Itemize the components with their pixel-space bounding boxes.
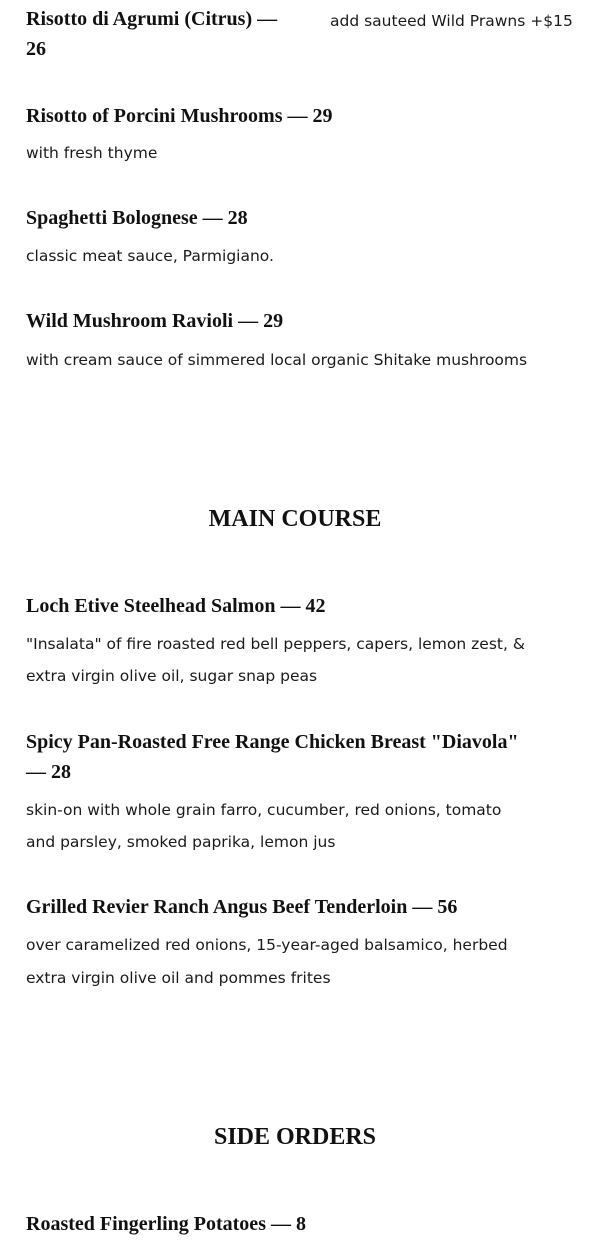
dish-description-line: skin-on with whole grain farro, cucumber, red onions, tomato — [26, 801, 502, 819]
dish-title: Loch Etive Steelhead Salmon — 42 — [26, 595, 326, 617]
dish-description-line: "Insalata" of fire roasted red bell peppers, capers, lemon zest, & — [26, 635, 525, 653]
dish-title: Roasted Fingerling Potatoes — 8 — [26, 1213, 306, 1235]
dish-description-line: and parsley, smoked paprika, lemon jus — [26, 833, 336, 851]
dish-title: Wild Mushroom Ravioli — 29 — [26, 310, 284, 332]
dish-description: classic meat sauce, Parmigiano. — [26, 247, 274, 265]
dish-title: Risotto di Agrumi (Citrus) — — [26, 8, 278, 30]
section-heading-main-course: MAIN COURSE — [208, 506, 382, 532]
dish-addon: add sauteed Wild Prawns +$15 — [330, 12, 573, 30]
dish-title: Risotto of Porcini Mushrooms — 29 — [26, 105, 333, 127]
dish-title: Spicy Pan-Roasted Free Range Chicken Breast "Diavola" — [26, 731, 519, 753]
dish-description-line: extra virgin olive oil and pommes frites — [26, 969, 331, 987]
dish-price: — 28 — [26, 761, 71, 783]
dish-price: 26 — [26, 38, 46, 60]
dish-description: with cream sauce of simmered local organic Shitake mushrooms — [26, 351, 528, 369]
dish-description-line: extra virgin olive oil, sugar snap peas — [26, 667, 318, 685]
section-heading-side-orders: SIDE ORDERS — [213, 1124, 377, 1150]
dish-title: Spaghetti Bolognese — 28 — [26, 207, 248, 229]
dish-description-line: over caramelized red onions, 15-year-aged balsamico, herbed — [26, 936, 508, 954]
dish-title: Grilled Revier Ranch Angus Beef Tenderloin — 56 — [26, 896, 458, 918]
dish-description: with fresh thyme — [26, 144, 158, 162]
